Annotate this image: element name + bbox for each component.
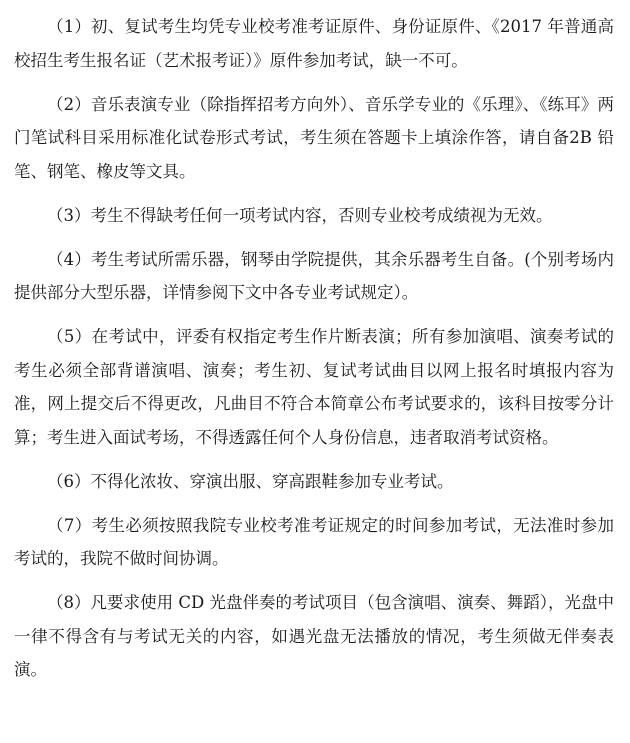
paragraph-8: （8）凡要求使用 CD 光盘伴奏的考试项目（包含演唱、演奏、舞蹈），光盘中一律不得含有与考试无关的内容，如遇光盘无法播放的情况，考生须做无伴奏表演。 [14, 593, 614, 679]
paragraph-6: （6）不得化浓妆、穿演出服、穿高跟鞋参加专业考试。 [47, 471, 454, 491]
paragraph-2: （2）音乐表演专业（除指挥招考方向外）、音乐学专业的《乐理》、《练耳》两门笔试科目采用标准化试卷形式考试，考生须在答题卡上填涂作答，请自备2B 铅笔、钢笔、橡皮等文具。 [14, 94, 614, 181]
paragraph-3: （3）考生不得缺考任何一项考试内容，否则专业校考成绩视为无效。 [47, 205, 553, 225]
paragraph-4: （4）考生考试所需乐器，钢琴由学院提供，其余乐器考生自备。(个别考场内提供部分大型乐器，详情参阅下文中各专业考试规定）。 [14, 249, 614, 302]
paragraph-7: （7）考生必须按照我院专业校考准考证规定的时间参加考试，无法准时参加考试的，我院不做时间协调。 [14, 515, 614, 568]
paragraph-5: （5）在考试中，评委有权指定考生作片断表演；所有参加演唱、演奏考试的考生必须全部背谱演唱、演奏；考生初、复试考试曲目以网上报名时填报内容为准，网上提交后不得更改，凡曲目不符合本简章公布考试要求的，该科目按零分计算；考生进入面试考场，不得透露任何个人身份信息，违者取消考试资格。 [14, 327, 614, 447]
paragraph-1: （1）初、复试考生均凭专业校考准考证原件、身份证原件、《2017 年普通高校招生考生报名证（艺术报考证）》原件参加考试，缺一不可。 [14, 17, 614, 70]
